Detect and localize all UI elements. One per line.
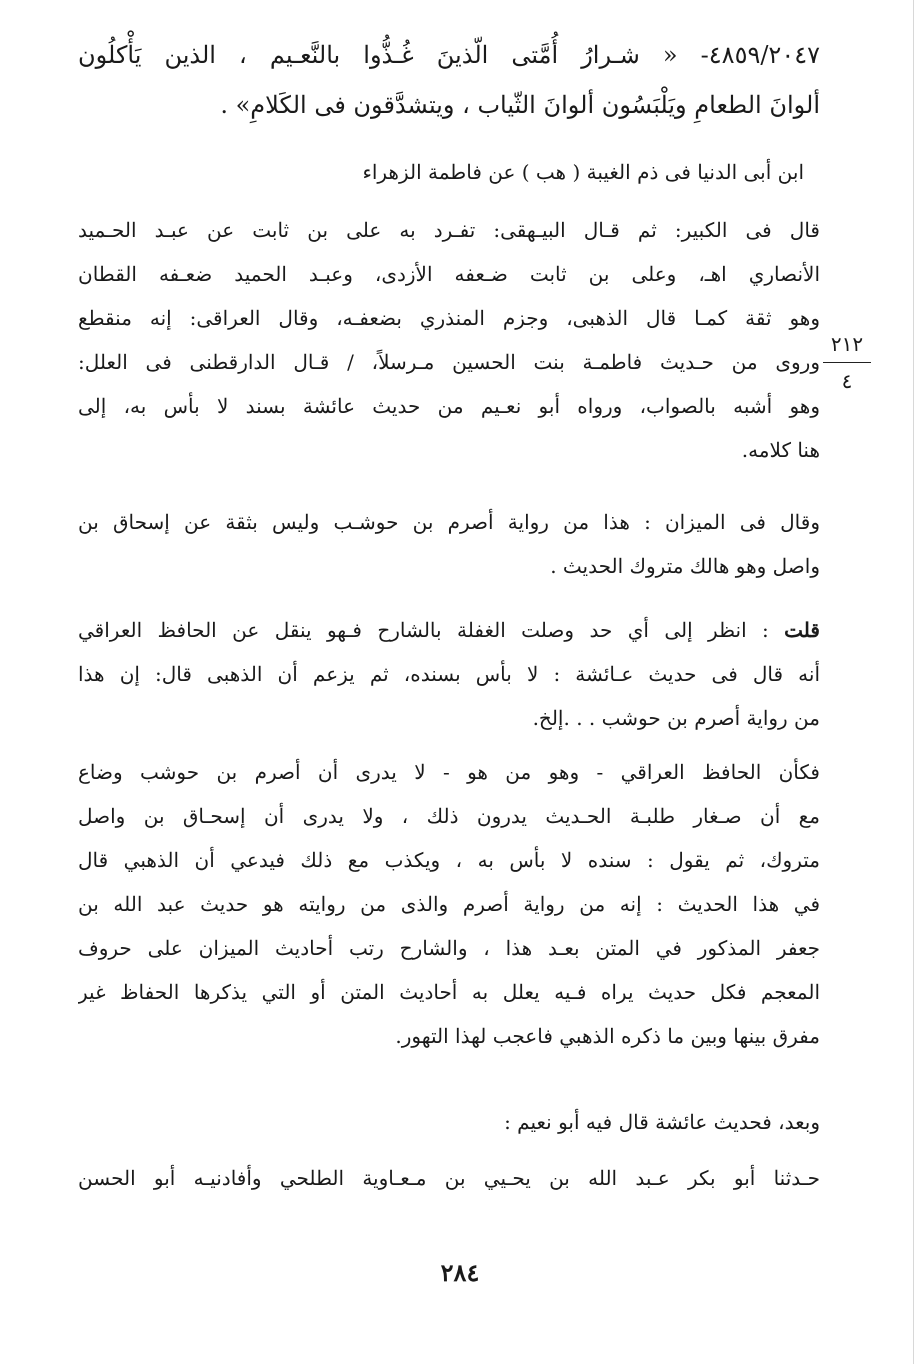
paragraph-line: الأنصاري اهـ، وعلى بن ثابت ضـعفه الأزدى، وعبـد الحميد ضعـفه القطان: [78, 262, 820, 286]
paragraph-line: المعجم فكل حديث يراه فـيه يعلل به أحاديث المتن أو التي يذكرها الحفاظ غير: [78, 980, 820, 1004]
paragraph-kabir: [78, 208, 820, 472]
hadith-text: [78, 30, 820, 130]
paragraph-line: مع أن صـغار طلبـة الحـديث يدرون ذلك ، ولا يدرى أن إسحـاق بن واصل: [78, 804, 820, 828]
margin-ref-bottom: ٤: [841, 369, 853, 393]
paragraph-line: وروى من حـديث فاطمـة بنت الحسين مـرسلاً، / قـال الدارقطنى فى العلل:: [78, 350, 820, 374]
paragraph-line: وهو أشبه بالصواب، ورواه أبو نعـيم من حديث عائشة بسند لا بأس به، إلى: [78, 394, 820, 418]
paragraph-wabad: [78, 1100, 820, 1144]
paragraph-line: قال فى الكبير: ثم قـال البيـهقى: تفـرد به على بن ثابت عن عبـد الحـميد: [78, 218, 820, 242]
paragraph-line: هنا كلامه.: [741, 438, 820, 462]
paragraph-mizan: [78, 500, 820, 588]
hadith-line-1: ٤٨٥٩/٢٠٤٧- « شـرارُ أُمَّتى الّذينَ غُـذُّوا بالنَّعـيم ، الذين يَأْكلُون: [78, 41, 820, 69]
paragraph-line: جعفر المذكور في المتن بعـد هذا ، والشارح رتب أحاديث الميزان على حروف: [78, 936, 820, 960]
hadith-source: ابن أبى الدنيا فى ذم الغيبة ( هب ) عن فاطمة الزهراء: [362, 160, 804, 184]
paragraph-line: أنه قال فى حديث عـائشة : لا بأس بسنده، ثم يزعم أن الذهبى قال: إن هذا: [78, 662, 820, 686]
paragraph-line: من رواية أصرم بن حوشب . . .إلخ.: [532, 706, 820, 730]
paragraph-line: [78, 608, 820, 652]
paragraph-line: واصل وهو هالك متروك الحديث .: [550, 554, 820, 578]
paragraph-line: في هذا الحديث : إنه من رواية أصرم والذى من روايته هو حديث عبد الله بن: [78, 892, 820, 916]
page-edge-line: [913, 0, 914, 1364]
paragraph-line: وهو ثقة كمـا قال الذهبى، وجزم المنذري بضعفـه، وقال العراقى: إنه منقطع: [78, 306, 820, 330]
paragraph-line: وبعد، فحديث عائشة قال فيه أبو نعيم :: [504, 1110, 820, 1134]
paragraph-line: متروك، ثم يقول : سنده لا بأس به ، ويكذب مع ذلك فيدعي أن الذهبي قال: [78, 848, 820, 872]
paragraph-qult: [78, 608, 820, 740]
paragraph-line: وقال فى الميزان : هذا من رواية أصرم بن حوشـب وليس بثقة عن إسحاق بن: [78, 510, 820, 534]
hadith-line-2: ألوانَ الطعامِ ويَلْبَسُون ألوانَ الثّياب ، ويتشدَّقون فى الكَلامِ» .: [220, 91, 820, 119]
paragraph-iraqi: [78, 750, 820, 1058]
paragraph-isnad: [78, 1156, 820, 1200]
paragraph-line: حـدثنا أبو بكر عـبد الله بن يحـيي بن مـعـاوية الطلحي وأفادنيـه أبو الحسن: [78, 1166, 820, 1190]
margin-ref-divider: [823, 362, 871, 363]
paragraph-line: مفرق بينها وبين ما ذكره الذهبي فاعجب لهذا التهور.: [395, 1024, 820, 1048]
paragraph-line: فكأن الحافظ العراقي - وهو من هو - لا يدرى أن أصرم بن حوشب وضاع: [78, 760, 820, 784]
margin-ref-top: ٢١٢: [830, 332, 864, 356]
qult-line-rest: : انظر إلى أي حد وصلت الغفلة بالشارح فـهو ينقل عن الحافظ العراقي: [78, 618, 769, 642]
page-number: ٢٨٤: [440, 1258, 480, 1287]
margin-reference: [822, 330, 872, 395]
qult-lead: قلت: [784, 618, 820, 642]
